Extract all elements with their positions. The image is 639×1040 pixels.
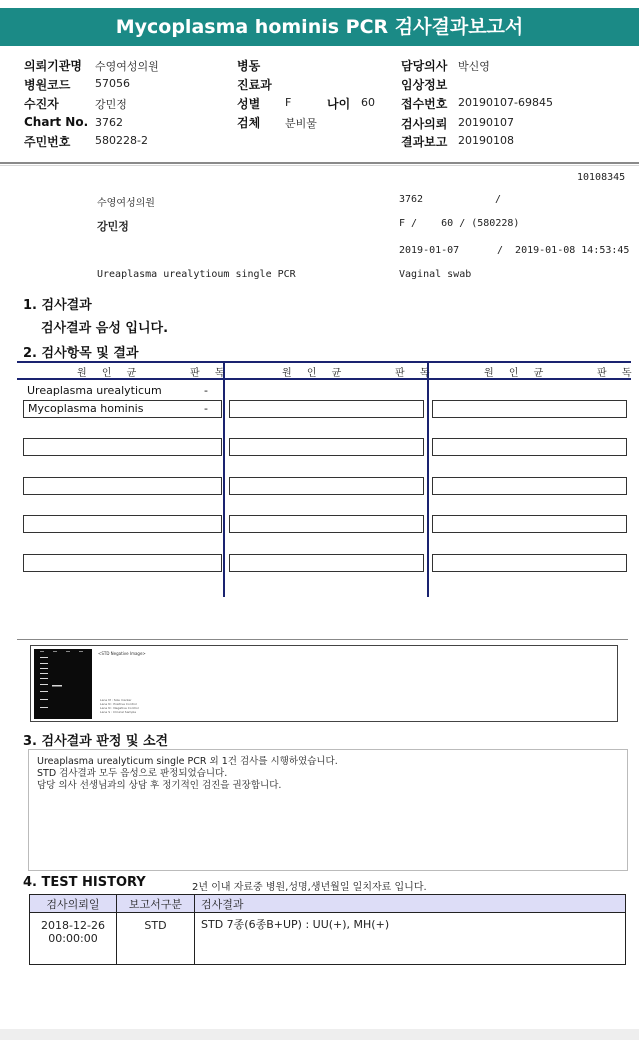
result-item-name: Mycoplasma hominis — [28, 402, 144, 415]
history-col-type: 보고서구분 — [117, 895, 195, 913]
age-value: 60 — [361, 96, 375, 109]
comment-line: STD 검사결과 모두 음성으로 판정되었습니다. — [37, 768, 228, 779]
col-header-pathogen-2: 원 인 균 — [282, 368, 348, 379]
ward-label: 병동 — [237, 59, 261, 73]
col-header-pathogen-1: 원 인 균 — [77, 368, 143, 379]
patient-label: 수진자 — [24, 97, 59, 111]
summary-slash: / — [495, 194, 502, 205]
request-date-label: 검사의뢰 — [401, 117, 448, 131]
result-row-empty — [229, 400, 424, 418]
gel-legend — [100, 698, 139, 714]
age-label: 나이 — [327, 97, 351, 111]
comment-box — [28, 749, 628, 871]
resident-no-value: 580228-2 — [95, 134, 148, 147]
result-row-empty — [23, 554, 222, 572]
hospital-code-label: 병원코드 — [24, 78, 71, 92]
header-divider — [0, 162, 639, 164]
summary-specimen: Vaginal swab — [399, 269, 472, 280]
comment-line: Ureaplasma urealyticum single PCR 외 1건 검사를 시행하였습니다. — [37, 756, 338, 767]
patient-value: 강민정 — [95, 98, 127, 111]
reception-no-value: 20190107-69845 — [458, 96, 553, 109]
history-note: 2년 이내 자료중 병원,성명,생년월일 일치자료 입니다. — [192, 882, 427, 893]
gel-caption: <STD Negative Image> — [98, 651, 146, 656]
doctor-label: 담당의사 — [401, 59, 448, 73]
result-row-empty — [23, 515, 222, 533]
result-row-empty — [432, 477, 627, 495]
col-header-judgement-3: 판 독 — [597, 368, 638, 379]
section-separator — [17, 639, 628, 640]
result-item-name: Ureaplasma urealyticum — [27, 384, 162, 397]
result-row-empty — [229, 515, 424, 533]
hospital-code-value: 57056 — [95, 77, 130, 90]
result-row-empty — [432, 438, 627, 456]
history-type-cell: STD — [117, 913, 195, 965]
section2-heading: 2. 검사항목 및 결과 — [23, 346, 139, 361]
report-date-label: 결과보고 — [401, 135, 448, 149]
section1-heading: 1. 검사결과 — [23, 298, 92, 313]
result-item-value: - — [204, 402, 208, 415]
result-row-empty — [23, 438, 222, 456]
document-id: 10108345 — [577, 172, 626, 183]
table-divider-2 — [427, 361, 429, 597]
table-row — [30, 913, 626, 965]
summary-chart: 3762 — [399, 194, 424, 205]
history-result-cell: STD 7종(6종B+UP) : UU(+), MH(+) — [195, 913, 626, 965]
section3-heading: 3. 검사결과 판정 및 소견 — [23, 734, 169, 749]
result-row-empty — [229, 554, 424, 572]
result-row — [23, 400, 222, 418]
specimen-label: 검체 — [237, 116, 261, 130]
chart-no-label: Chart No. — [24, 115, 89, 129]
result-row-empty — [432, 554, 627, 572]
section1-result: 검사결과 음성 입니다. — [41, 321, 169, 336]
doctor-value: 박신영 — [458, 60, 490, 73]
resident-no-label: 주민번호 — [24, 135, 71, 149]
result-row-empty — [23, 477, 222, 495]
sex-value: F — [285, 96, 292, 109]
col-header-judgement-2: 판 독 — [395, 368, 436, 379]
header-divider-shadow — [0, 165, 639, 166]
result-row-empty — [229, 477, 424, 495]
sex-label: 성별 — [237, 97, 261, 111]
summary-test-name: Ureaplasma urealytioum single PCR — [97, 269, 296, 280]
history-header-row — [30, 895, 626, 913]
history-col-date: 검사의뢰일 — [30, 895, 117, 913]
col-header-judgement-1: 판 독 — [190, 368, 231, 379]
summary-sex-age: F / 60 / (580228) — [399, 218, 520, 229]
summary-patient: 강민정 — [97, 220, 129, 233]
gel-bands-graphic — [34, 649, 92, 719]
section4-heading: 4. TEST HISTORY — [23, 875, 146, 890]
bottom-bar — [0, 1029, 639, 1040]
gel-legend-item: Lane S : Clinical Sample — [100, 710, 137, 714]
reception-no-label: 접수번호 — [401, 97, 448, 111]
result-item-value: - — [204, 384, 208, 397]
result-row-empty — [432, 515, 627, 533]
comment-line: 담당 의사 선생님과의 상담 후 정기적인 검진을 권장합니다. — [37, 780, 282, 791]
history-date: 2018-12-26 — [41, 919, 105, 932]
chart-no-value: 3762 — [95, 116, 123, 129]
gel-legend-item: Lane N : Negative Control — [100, 706, 139, 710]
department-label: 진료과 — [237, 78, 272, 92]
institution-label: 의뢰기관명 — [24, 59, 82, 73]
report-title: Mycoplasma hominis PCR 검사결과보고서 — [115, 16, 524, 38]
gel-legend-item: Lane M : Size marker — [100, 698, 132, 702]
history-col-result: 검사결과 — [195, 895, 626, 913]
gel-electrophoresis-image — [34, 649, 92, 719]
summary-report-datetime: / 2019-01-08 14:53:45 — [497, 245, 630, 256]
result-row-empty — [432, 400, 627, 418]
table-divider-1 — [223, 361, 225, 597]
gel-legend-item: Lane N : Positive Control — [100, 702, 137, 706]
history-time: 00:00:00 — [48, 932, 98, 945]
clinical-info-label: 임상정보 — [401, 78, 448, 92]
history-table — [29, 894, 626, 965]
summary-request-date: 2019-01-07 — [399, 245, 460, 256]
result-row-empty — [229, 438, 424, 456]
report-date-value: 20190108 — [458, 134, 514, 147]
history-date-cell — [30, 913, 117, 965]
col-header-pathogen-3: 원 인 균 — [484, 368, 550, 379]
summary-institution: 수영여성의원 — [97, 198, 155, 209]
institution-value: 수영여성의원 — [95, 60, 159, 73]
request-date-value: 20190107 — [458, 116, 514, 129]
title-bar — [0, 8, 639, 46]
table-top-rule — [17, 361, 631, 363]
specimen-value: 분비물 — [285, 117, 317, 130]
